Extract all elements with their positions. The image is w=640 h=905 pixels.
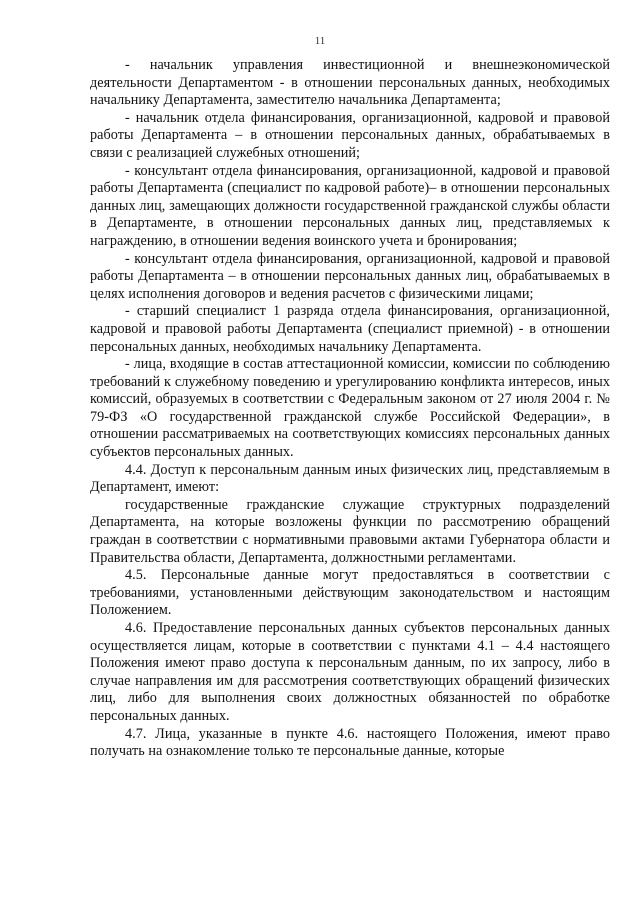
document-body (90, 57, 610, 761)
paragraph-civil-servants: государственные гражданские служащие структурных подразделений Департамента, на которые возложены функции по рассмотрению обращений граждан в соответствии с нормативными правовыми актами Губернатора области и Правительства области, Департамента, должностными регламентами. (90, 496, 610, 566)
paragraph-hr-consultant: - консультант отдела финансирования, организационной, кадровой и правовой работы Департамента (специалист по кадровой работе)– в отношении персональных данных лиц, замещающих должности государственной гражданской службы области в Департаменте, в отношении персональных данных лиц, представляемых к награждению, в отношении ведения воинского учета и бронирования; (90, 162, 610, 249)
paragraph-4-4: 4.4. Доступ к персональным данным иных физических лиц, представляемым в Департамент, имеют: (90, 461, 610, 496)
paragraph-4-5: 4.5. Персональные данные могут предоставляться в соответствии с требованиями, установленными действующим законодательством и настоящим Положением. (90, 567, 610, 619)
paragraph-4-6: 4.6. Предоставление персональных данных субъектов персональных данных осуществляется лицам, которые в соответствии с пунктами 4.1 – 4.4 настоящего Положения имеют право доступа к персональным данным, по их запросу, либо в случае направления им для рассмотрения соответствующих обращений физических лиц, либо для выполнения своих должностных обязанностей по обработке персональных данных. (90, 620, 610, 724)
paragraph-commission-members: - лица, входящие в состав аттестационной комиссии, комиссии по соблюдению требований к служебному поведению и урегулированию конфликта интересов, иных комиссий, образуемых в соответствии с Федеральным законом от 27 июля 2004 г. № 79-ФЗ «О государственной гражданской службе Российской Федерации», в отношении рассматриваемых на соответствующих комиссиях персональных данных субъектов персональных данных. (90, 356, 610, 461)
paragraph-4-7: 4.7. Лица, указанные в пункте 4.6. настоящего Положения, имеют право получать на ознакомление только те персональные данные, которые (90, 725, 610, 760)
paragraph-contracts-consultant: - консультант отдела финансирования, организационной, кадровой и правовой работы Департамента – в отношении персональных данных лиц, обрабатываемых в целях исполнения договоров и ведения расчетов с физическими лицами; (90, 250, 610, 302)
paragraph-senior-specialist: - старший специалист 1 разряда отдела финансирования, организационной, кадровой и правовой работы Департамента (специалист приемной) - в отношении персональных данных, необходимых начальнику Департамента. (90, 303, 610, 355)
paragraph-finance-head: - начальник отдела финансирования, организационной, кадровой и правовой работы Департамента – в отношении персональных данных, обрабатываемых в связи с реализацией служебных отношений; (90, 109, 610, 161)
page-number: 11 (314, 35, 326, 47)
paragraph-investment-head: - начальник управления инвестиционной и внешнеэкономической деятельности Департаментом - в отношении персональных данных, необходимых начальнику Департамента, заместителю начальника Департамента; (90, 57, 610, 109)
